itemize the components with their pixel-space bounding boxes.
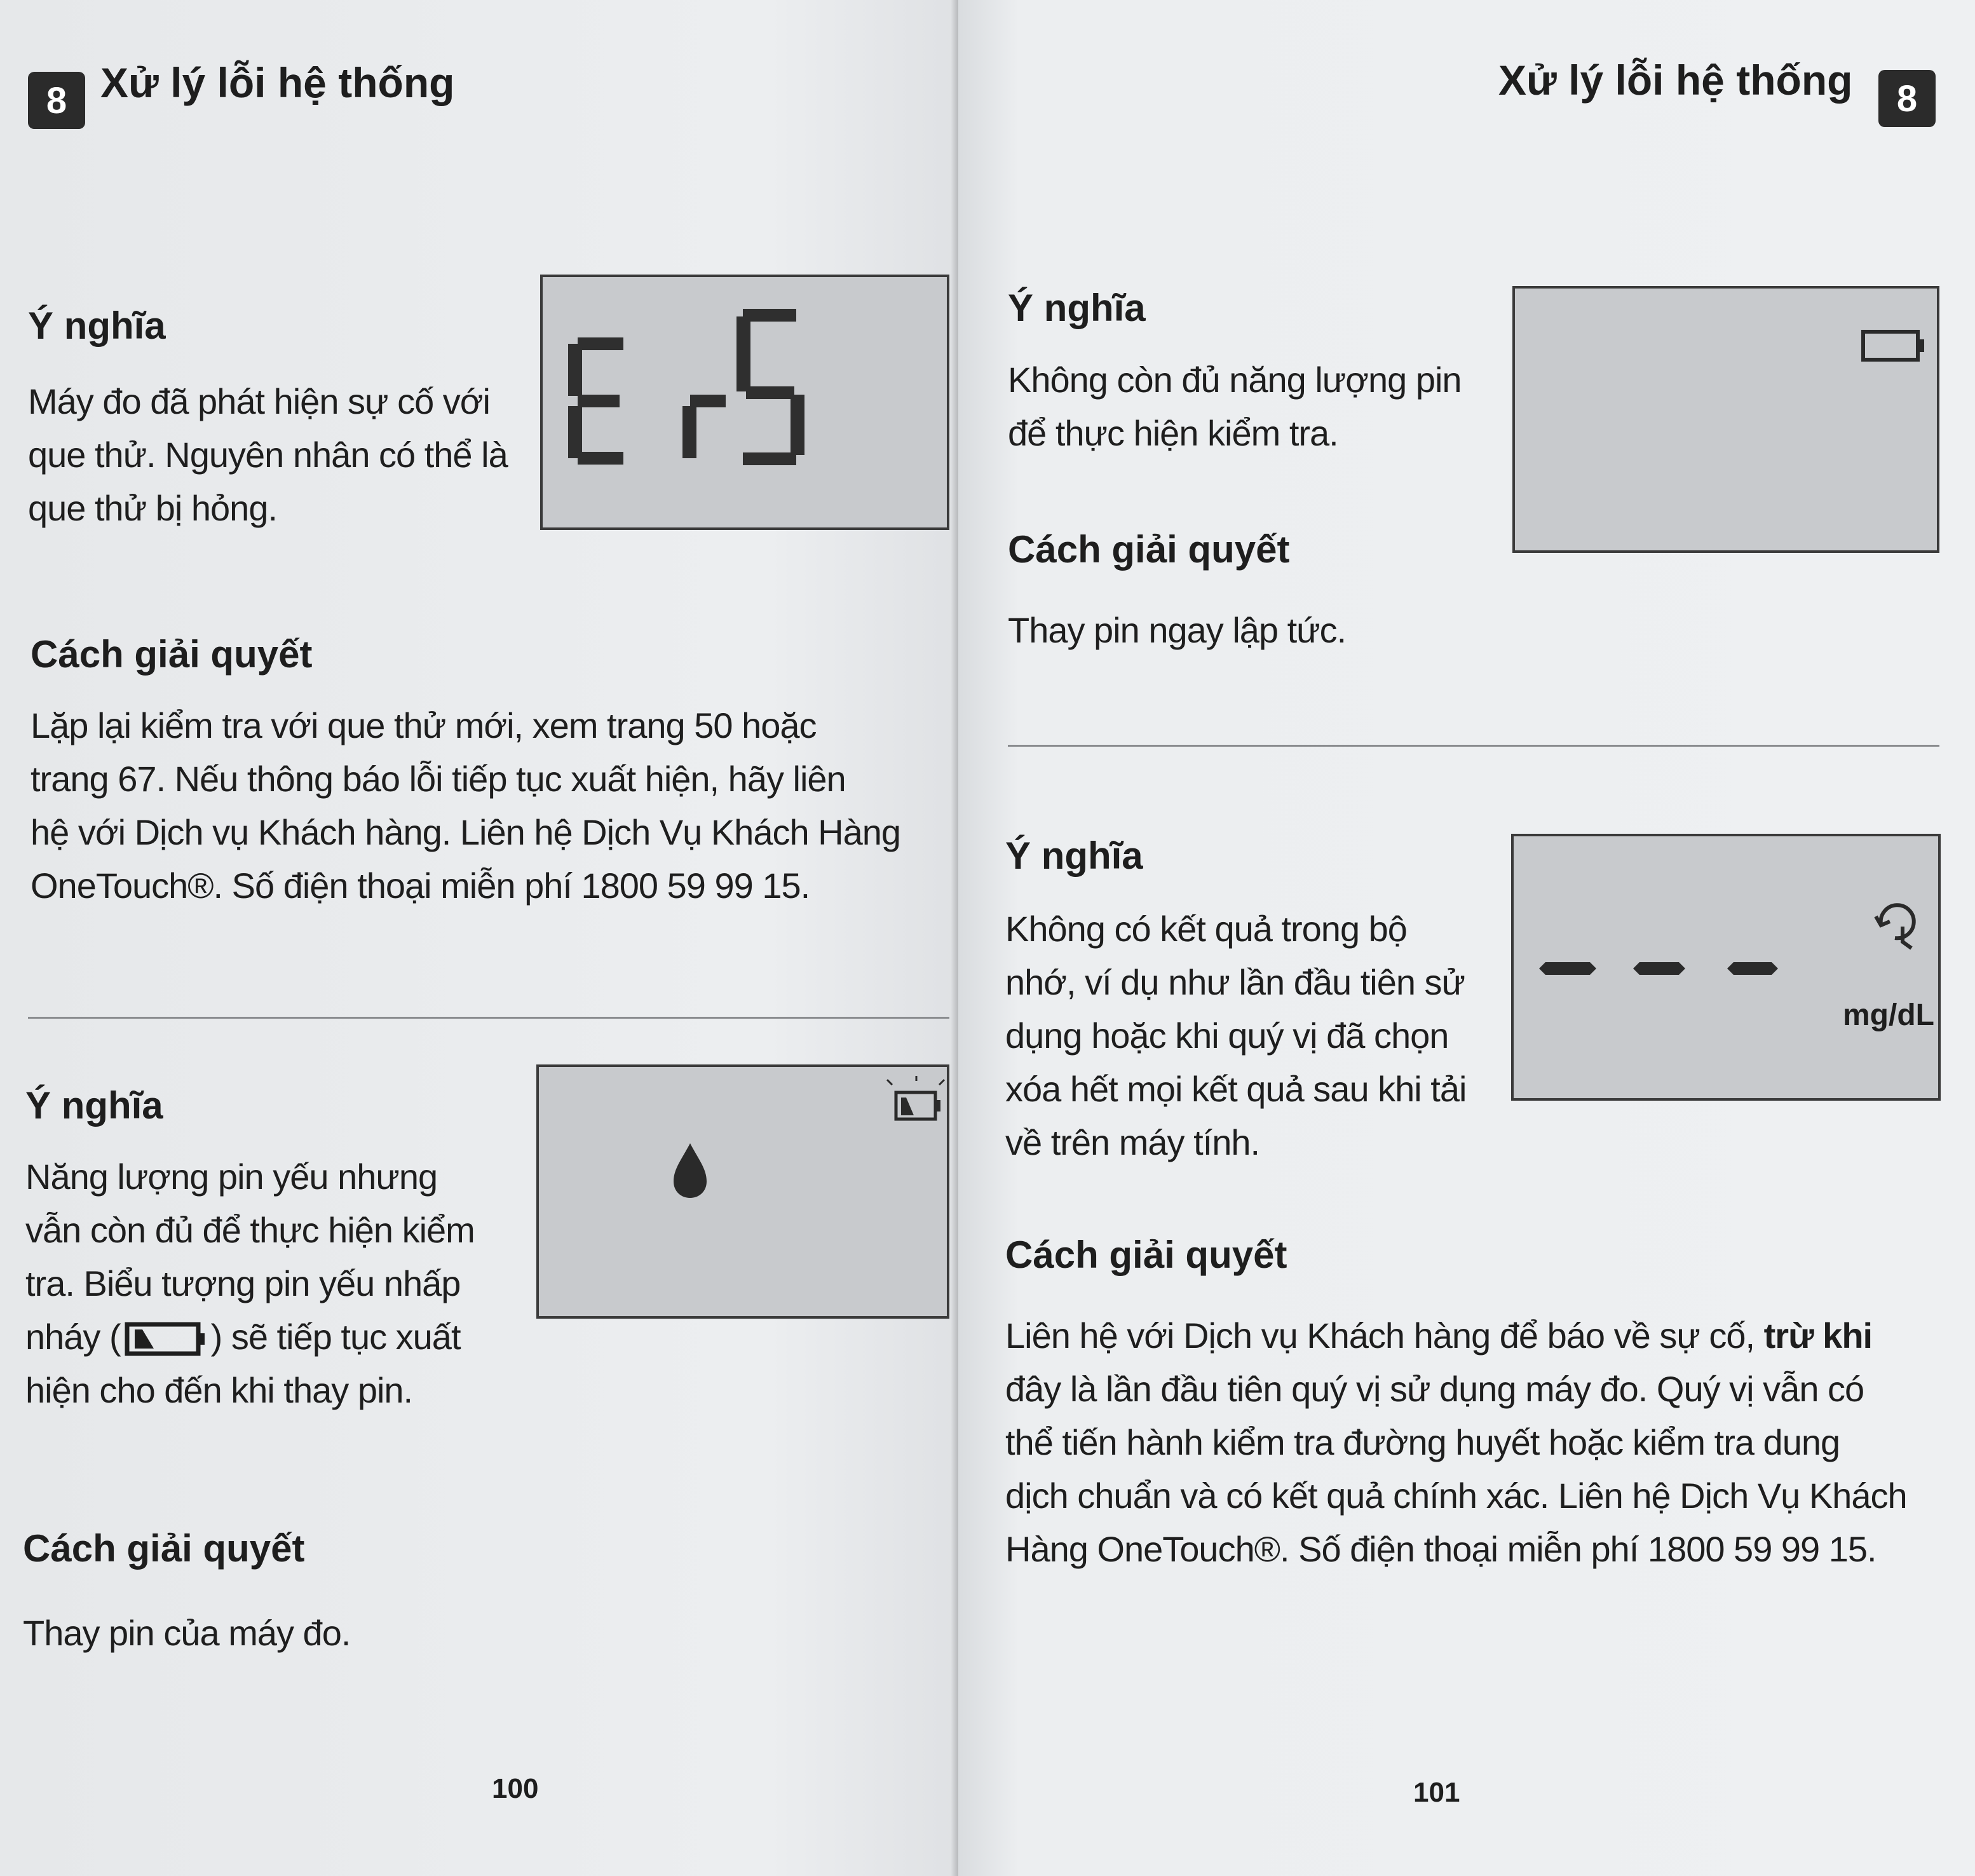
empty-battery-icon: [1863, 332, 1924, 360]
solution-line: Liên hệ với Dịch vụ Khách hàng để báo về sự cố, trừ khi: [1005, 1315, 1873, 1356]
solution-line: thể tiến hành kiểm tra đường huyết hoặc kiểm tra dung: [1005, 1422, 1840, 1462]
page-number: 100: [492, 1773, 539, 1804]
solution-line: hệ với Dịch vụ Khách hàng. Liên hệ Dịch Vụ Khách Hàng: [31, 812, 901, 852]
meaning-heading: Ý nghĩa: [28, 304, 166, 347]
right-page: [958, 0, 1975, 1876]
meaning-line: nhớ, ví dụ như lần đầu tiên sử: [1005, 962, 1465, 1002]
chapter-title: Xử lý lỗi hệ thống: [1498, 57, 1853, 104]
section-divider: [28, 1017, 949, 1019]
solution-heading: Cách giải quyết: [31, 633, 313, 676]
low-battery-display: [539, 1067, 947, 1316]
chapter-number: 8: [46, 79, 67, 121]
solution-line: trang 67. Nếu thông báo lỗi tiếp tục xuất hiện, hãy liên: [31, 759, 846, 799]
seven-segment-error-code: [543, 277, 947, 527]
solution-text: Thay pin ngay lập tức.: [1008, 610, 1347, 650]
empty-battery-display: [1515, 289, 1937, 550]
solution-line: OneTouch®. Số điện thoại miễn phí 1800 59 99 15.: [31, 866, 810, 906]
meaning-line: về trên máy tính.: [1005, 1122, 1260, 1162]
meaning-heading: Ý nghĩa: [1008, 287, 1146, 329]
meter-display-battery-empty: [1512, 286, 1939, 553]
solution-line: Hàng OneTouch®. Số điện thoại miễn phí 1800 59 99 15.: [1005, 1529, 1877, 1569]
meaning-text: [1008, 353, 1491, 460]
meaning-heading: Ý nghĩa: [1005, 834, 1143, 877]
chapter-number-badge: [1878, 70, 1936, 127]
meaning-line: nháy ( ) sẽ tiếp tục xuất: [25, 1317, 461, 1357]
solution-heading: Cách giải quyết: [1008, 528, 1290, 571]
meaning-line: Máy đo đã phát hiện sự cố với: [28, 381, 490, 421]
meaning-line: hiện cho đến khi thay pin.: [25, 1370, 413, 1410]
solution-line: dịch chuẩn và có kết quả chính xác. Liên hệ Dịch Vụ Khách: [1005, 1476, 1907, 1516]
meaning-line: Năng lượng pin yếu nhưng: [25, 1157, 438, 1197]
meaning-heading: Ý nghĩa: [25, 1084, 163, 1127]
chapter-number-badge: [28, 72, 85, 129]
meaning-text: [25, 1150, 534, 1417]
solution-text: [31, 699, 946, 913]
solution-line: đây là lần đầu tiên quý vị sử dụng máy đo. Quý vị vẫn có: [1005, 1369, 1864, 1409]
section-divider: [1008, 745, 1939, 747]
solution-heading: Cách giải quyết: [23, 1527, 305, 1570]
solution-text: Thay pin của máy đo.: [23, 1613, 351, 1653]
meaning-line: tra. Biểu tượng pin yếu nhấp: [25, 1263, 461, 1303]
meaning-line: Không còn đủ năng lượng pin: [1008, 360, 1462, 400]
emphasis-text: trừ khi: [1763, 1315, 1873, 1356]
meaning-line: que thử. Nguyên nhân có thể là: [28, 435, 508, 475]
dash-segments: [1539, 962, 1778, 975]
meaning-text: [28, 375, 536, 535]
page-number: 101: [1413, 1777, 1460, 1808]
meaning-line: que thử bị hỏng.: [28, 488, 278, 528]
chapter-number: 8: [1896, 78, 1918, 119]
left-page: [0, 0, 958, 1876]
meter-display-low-battery: [536, 1064, 949, 1319]
meaning-line: vẫn còn đủ để thực hiện kiểm: [25, 1210, 475, 1250]
blinking-battery-icon: [887, 1076, 944, 1119]
meaning-line: xóa hết mọi kết quả sau khi tải: [1005, 1069, 1467, 1109]
meter-display-error: [540, 275, 949, 530]
unit-label: mg/dL: [1843, 998, 1934, 1032]
blood-drop-icon: [674, 1143, 707, 1198]
solution-heading: Cách giải quyết: [1005, 1234, 1287, 1276]
meaning-text: [1005, 902, 1488, 1169]
dash-display: [1514, 836, 1938, 1098]
meaning-line: dụng hoặc khi quý vị đã chọn: [1005, 1016, 1449, 1056]
history-icon: [1876, 905, 1914, 948]
meter-display-no-results: [1511, 834, 1941, 1101]
meaning-line: để thực hiện kiểm tra.: [1008, 413, 1338, 453]
meaning-line: Không có kết quả trong bộ: [1005, 909, 1407, 949]
solution-text: [1005, 1309, 1946, 1576]
solution-line: Lặp lại kiểm tra với que thử mới, xem trang 50 hoặc: [31, 705, 817, 745]
low-battery-icon: [123, 1319, 208, 1356]
chapter-title: Xử lý lỗi hệ thống: [100, 59, 455, 106]
